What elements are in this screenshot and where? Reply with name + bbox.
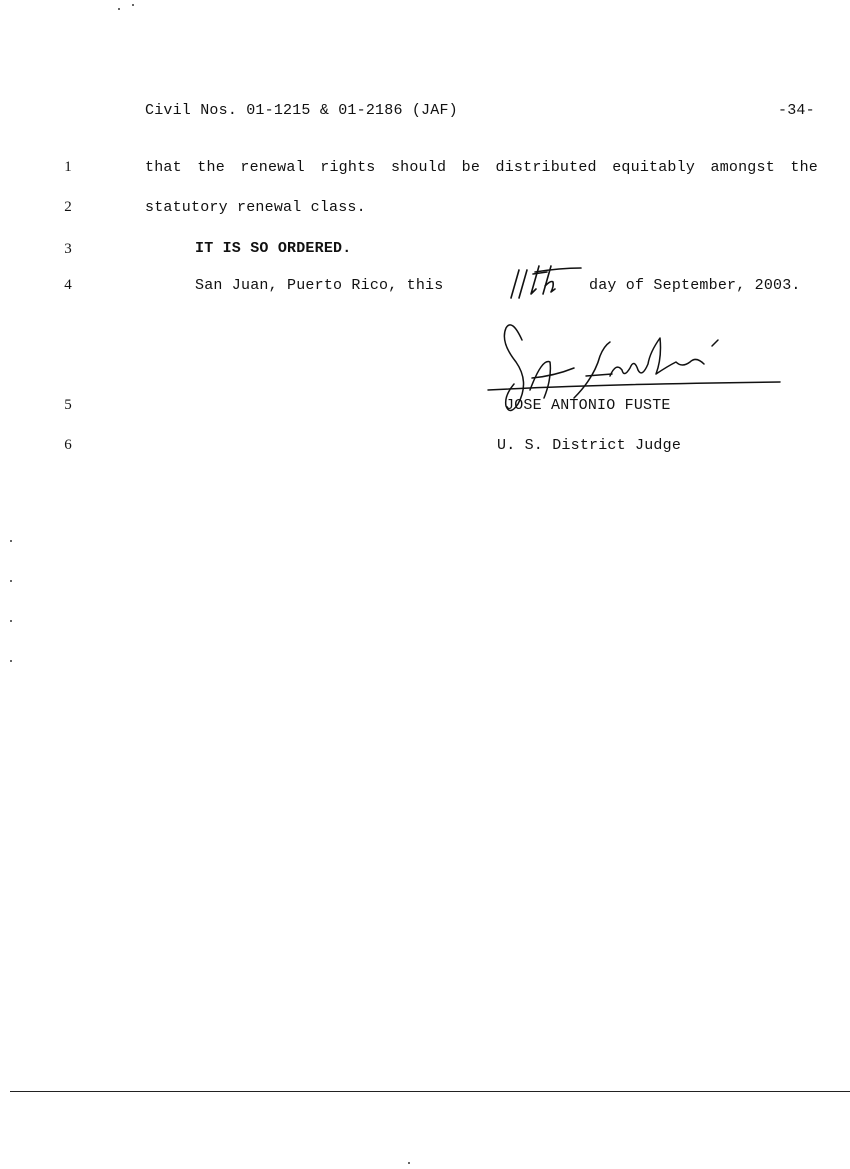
scan-speck [408,1162,410,1164]
line-number-4: 4 [64,277,72,293]
line-number-6: 6 [64,437,72,453]
dated-suffix: day of September, 2003. [589,277,801,294]
body-line-1: that the renewal rights should be distributed equitably amongst the [145,159,818,176]
line-number-1: 1 [64,159,72,175]
footer-rule [10,1091,850,1092]
order-statement: IT IS SO ORDERED. [195,240,352,257]
scan-speck [10,660,12,662]
page-number: -34- [778,102,815,119]
scan-speck [10,580,12,582]
judge-title: U. S. District Judge [497,437,682,454]
handwritten-day [505,262,585,302]
scan-speck [132,4,134,6]
dated-prefix: San Juan, Puerto Rico, this [195,277,444,294]
scan-speck [10,620,12,622]
line-number-3: 3 [64,241,72,257]
line-number-2: 2 [64,199,72,215]
case-caption: Civil Nos. 01-1215 & 01-2186 (JAF) [145,102,458,119]
scan-speck [118,8,120,10]
judge-name: JOSE ANTONIO FUSTE [505,397,671,414]
line-number-5: 5 [64,397,72,413]
body-line-2: statutory renewal class. [145,199,366,216]
scan-speck [10,540,12,542]
